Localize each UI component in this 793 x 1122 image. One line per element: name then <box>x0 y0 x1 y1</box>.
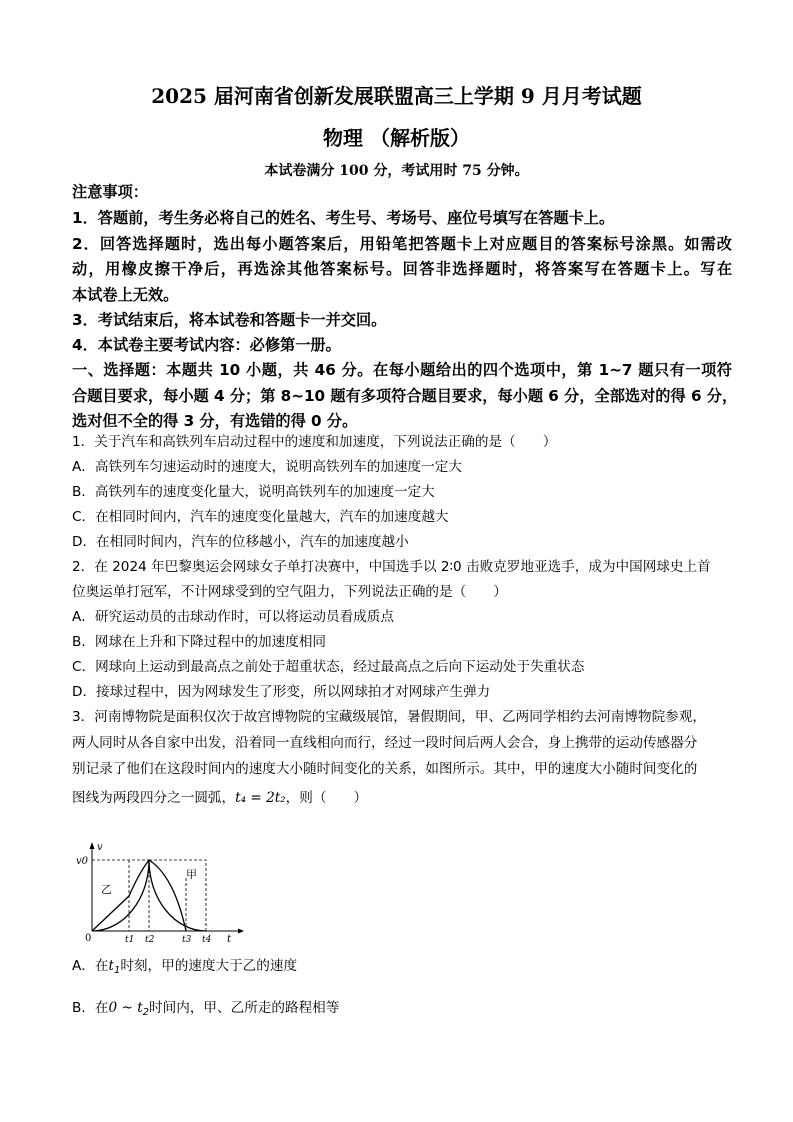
section-instructions: 合题目要求，每小题 4 分；第 8~10 题有多项符合题目要求，每小题 6 分，全部选对的得 6 分， <box>72 387 738 405</box>
notes-heading: 注意事项： <box>72 183 148 201</box>
question-stem: 1．关于汽车和高铁列车启动过程中的速度和加速度，下列说法正确的是（ ） <box>72 434 557 450</box>
answer-option: B．高铁列车的速度变化量大，说明高铁列车的加速度一定大 <box>72 484 435 500</box>
answer-option: B．在0 ~ $t_2$时间内，甲、乙所走的路程相等 <box>72 1000 340 1018</box>
answer-option: A．高铁列车匀速运动时的速度大，说明高铁列车的加速度一定大 <box>72 459 462 475</box>
notes-item: 2．回答选择题时，选出每小题答案后，用铅笔把答题卡上对应题目的答案标号涂黑。如需改 <box>72 235 732 253</box>
answer-option: B．网球在上升和下降过程中的加速度相同 <box>72 634 327 650</box>
page-title: 2025 届河南省创新发展联盟高三上学期 9 月月考试题 <box>151 84 642 108</box>
notes-item: 3．考试结束后，将本试卷和答题卡一并交回。 <box>72 311 387 329</box>
x-axis-label: t <box>227 934 232 944</box>
answer-option: A．在$t_1$时刻，甲的速度大于乙的速度 <box>72 958 298 976</box>
question-stem: 位奥运单打冠军，不计网球受到的空气阻力，下列说法正确的是（ ） <box>72 584 507 600</box>
origin-label: 0 <box>85 933 92 944</box>
notes-item: 4．本试卷主要考试内容：必修第一册。 <box>72 336 341 354</box>
curve-label-jia: 甲 <box>186 868 197 881</box>
section-instructions: 一、选择题：本题共 10 小题，共 46 分。在每小题给出的四个选项中，第 1~7 题只有一项符 <box>72 361 732 379</box>
answer-option: A．研究运动员的击球动作时，可以将运动员看成质点 <box>72 609 394 625</box>
velocity-time-graph <box>74 838 244 944</box>
page-subtitle: 物理 （解析版） <box>323 126 470 150</box>
y-axis-label: v <box>97 842 103 853</box>
exam-info: 本试卷满分 100 分，考试用时 75 分钟。 <box>264 163 529 179</box>
question-stem: 3．河南博物院是面积仅次于故宫博物院的宝藏级展馆，暑假期间，甲、乙两同学相约去河南博物院参观， <box>72 709 706 725</box>
notes-item: 1．答题前，考生务必将自己的姓名、考生号、考场号、座位号填写在答题卡上。 <box>72 209 615 227</box>
answer-option: D．在相同时间内，汽车的位移越小，汽车的加速度越小 <box>72 534 409 550</box>
section-instructions: 选对但不全的得 3 分，有选错的得 0 分。 <box>72 412 358 430</box>
boundary-dashed-line <box>149 860 206 931</box>
y-axis-arrow-icon <box>90 842 95 849</box>
x-axis-arrow-icon <box>238 929 244 934</box>
tick-label-t1: t1 <box>125 935 135 944</box>
curve-label-yi: 乙 <box>101 883 112 896</box>
v0-label: v0 <box>76 856 89 867</box>
tick-label-t4: t4 <box>202 935 212 944</box>
notes-item: 本试卷上无效。 <box>72 286 179 304</box>
formula: t₄ = 2t₂ <box>235 790 286 806</box>
question-stem: 别记录了他们在这段时间内的速度大小随时间变化的关系，如图所示。其中，甲的速度大小随时间变化的 <box>72 761 698 777</box>
question-stem: 两人同时从各自家中出发，沿着同一直线相向而行，经过一段时间后两人会合，身上携带的运动传感器分 <box>72 735 698 751</box>
answer-option: C．网球向上运动到最高点之前处于超重状态，经过最高点之后向下运动处于失重状态 <box>72 659 585 675</box>
notes-item: 动，用橡皮擦干净后，再选涂其他答案标号。回答非选择题时，将答案写在答题卡上。写在 <box>72 260 732 278</box>
tick-label-t3: t3 <box>182 935 192 944</box>
question-stem-last-line: 图线为两段四分之一圆弧，t₄ = 2t₂，则（ ） <box>72 790 368 806</box>
tick-label-t2: t2 <box>145 935 155 944</box>
answer-option: D．接球过程中，因为网球发生了形变，所以网球拍才对网球产生弹力 <box>72 684 491 700</box>
answer-option: C．在相同时间内，汽车的速度变化量越大，汽车的加速度越大 <box>72 509 449 525</box>
question-stem: 2．在 2024 年巴黎奥运会网球女子单打决赛中，中国选手以 2∶0 击败克罗地亚选手，成为中国网球史上首 <box>72 559 711 575</box>
